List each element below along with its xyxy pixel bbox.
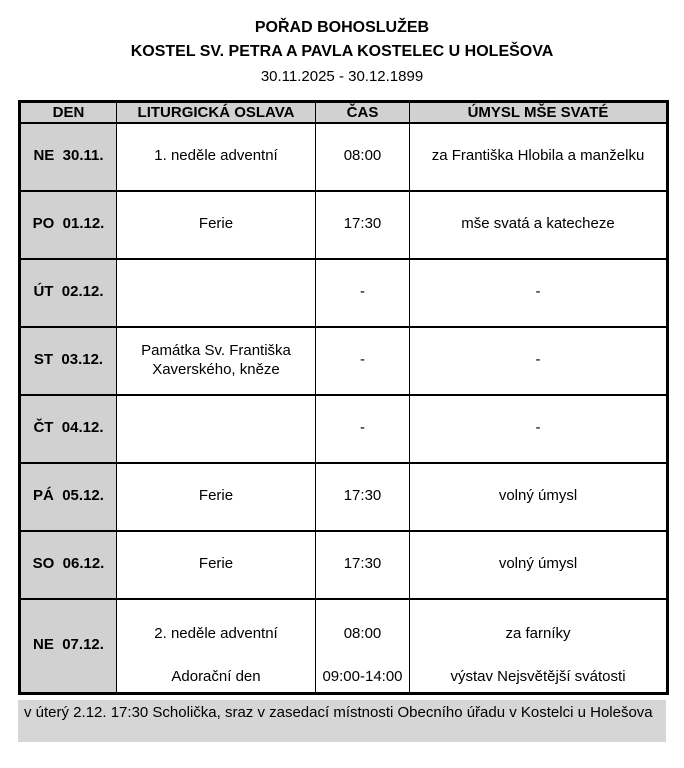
time-cell: - <box>316 327 410 395</box>
table-row <box>20 531 668 599</box>
table-row <box>20 123 668 191</box>
time-cell: 08:00 <box>316 123 410 191</box>
celebration-cell: 1. neděle adventní <box>117 123 316 191</box>
time-cell: 17:30 <box>316 531 410 599</box>
celebration-cell <box>117 259 316 327</box>
time-cell: - <box>316 395 410 463</box>
intention-cell: - <box>410 395 668 463</box>
intention-cell: volný úmysl <box>410 531 668 599</box>
intention-cell: - <box>410 327 668 395</box>
page-subtitle: KOSTEL SV. PETRA A PAVLA KOSTELEC U HOLEŠOVA <box>130 42 554 60</box>
table-row <box>20 327 668 395</box>
table-header-row <box>20 102 668 123</box>
celebration-primary: 2. neděle adventní <box>154 625 278 643</box>
intention-cell: mše svatá a katecheze <box>410 191 668 259</box>
column-header-time: ČAS <box>316 102 410 123</box>
celebration-cell: Ferie <box>117 191 316 259</box>
day-cell: PÁ 05.12. <box>20 463 117 531</box>
day-cell: ST 03.12. <box>20 327 117 395</box>
celebration-cell <box>117 395 316 463</box>
time-cell: - <box>316 259 410 327</box>
celebration-cell: Ferie <box>117 531 316 599</box>
day-cell: NE 30.11. <box>20 123 117 191</box>
column-header-intention: ÚMYSL MŠE SVATÉ <box>410 102 668 123</box>
time-secondary: 09:00-14:00 <box>322 667 403 685</box>
intention-secondary: výstav Nejsvětější svátosti <box>450 667 626 685</box>
intention-primary: za farníky <box>505 625 571 643</box>
intention-cell: - <box>410 259 668 327</box>
day-cell: ÚT 02.12. <box>20 259 117 327</box>
table-row <box>20 395 668 463</box>
day-cell: NE 07.12. <box>20 599 117 694</box>
intention-cell <box>410 599 668 694</box>
date-range: 30.11.2025 - 30.12.1899 <box>260 67 424 85</box>
time-primary: 08:00 <box>343 625 382 643</box>
table-row <box>20 463 668 531</box>
page-title: POŘAD BOHOSLUŽEB <box>254 19 430 36</box>
time-cell: 17:30 <box>316 463 410 531</box>
table-row <box>20 599 668 694</box>
column-header-celebration: LITURGICKÁ OSLAVA <box>117 102 316 123</box>
document-header <box>0 18 684 86</box>
intention-cell: volný úmysl <box>410 463 668 531</box>
celebration-cell <box>117 599 316 694</box>
day-cell: PO 01.12. <box>20 191 117 259</box>
time-cell <box>316 599 410 694</box>
celebration-secondary: Adorační den <box>171 667 261 685</box>
celebration-cell: Památka Sv. Františka Xaverského, kněze <box>117 327 316 395</box>
column-header-day: DEN <box>20 102 117 123</box>
intention-cell: za Františka Hlobila a manželku <box>410 123 668 191</box>
day-cell: SO 06.12. <box>20 531 117 599</box>
table-row <box>20 191 668 259</box>
schedule-table <box>18 100 669 695</box>
day-cell: ČT 04.12. <box>20 395 117 463</box>
time-cell: 17:30 <box>316 191 410 259</box>
footer-note: v úterý 2.12. 17:30 Scholička, sraz v zasedací místnosti Obecního úřadu v Kostelci u Holešova <box>18 700 666 742</box>
table-row <box>20 259 668 327</box>
celebration-cell: Ferie <box>117 463 316 531</box>
